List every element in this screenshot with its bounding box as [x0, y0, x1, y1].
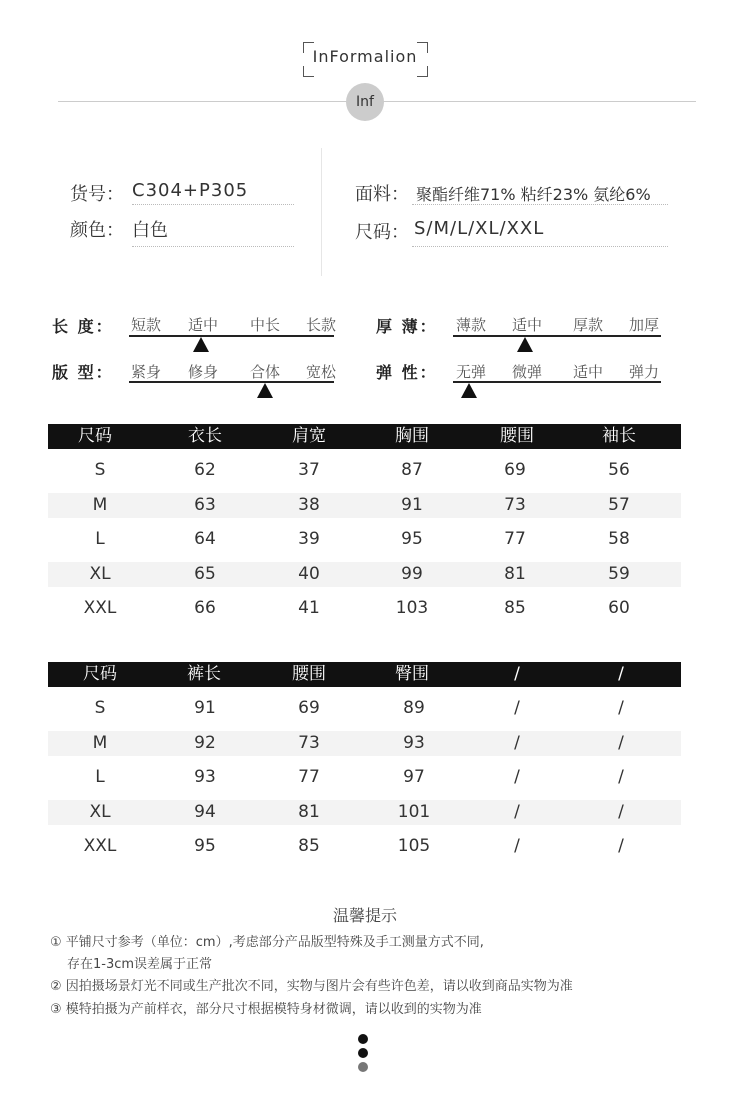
- table-cell: S: [94, 460, 106, 480]
- thickness-label: 厚 薄：: [376, 317, 438, 336]
- table-cell: 87: [401, 460, 423, 480]
- table-cell: XXL: [83, 836, 117, 856]
- table-cell: 95: [401, 529, 423, 549]
- col-header-empty-2: /: [618, 664, 624, 684]
- size-underline: [412, 246, 668, 247]
- item-no-label: 货号：: [70, 184, 124, 205]
- table-cell: XL: [89, 563, 111, 584]
- table-cell: 66: [194, 598, 216, 618]
- fabric-label: 面料：: [355, 184, 409, 205]
- table-cell: M: [92, 494, 108, 515]
- table-row: [48, 696, 681, 721]
- item-no-value: C304+P305: [132, 180, 249, 201]
- table-cell: /: [514, 836, 520, 856]
- length-option-midlong: 中长: [249, 316, 280, 334]
- col-header-size: 尺码: [83, 664, 117, 684]
- tip-line-3: ③ 模特拍摄为产前样衣，部分尺寸根据模特身材微调，请以收到的实物为准: [50, 1002, 482, 1017]
- table-cell: 63: [194, 494, 216, 515]
- table-cell: /: [618, 698, 624, 718]
- fit-scale-line: [129, 381, 334, 383]
- table-cell: 40: [298, 563, 320, 584]
- table-cell: L: [95, 767, 105, 787]
- pants-size-table: [48, 662, 681, 860]
- table-header: [48, 424, 681, 449]
- table-cell: 77: [298, 767, 320, 787]
- col-header-hip: 臀围: [395, 664, 429, 684]
- elasticity-label: 弹 性：: [376, 363, 438, 382]
- color-value: 白色: [132, 220, 168, 241]
- col-header-shoulder: 肩宽: [292, 426, 326, 446]
- table-cell: S: [94, 698, 106, 718]
- table-cell: /: [514, 801, 520, 822]
- table-cell: 103: [395, 598, 429, 618]
- tip-line-1: ① 平铺尺寸参考（单位：cm）,考虑部分产品版型特殊及手工测量方式不同,: [50, 935, 484, 950]
- thickness-option-extra: 加厚: [628, 316, 659, 334]
- table-cell: 92: [194, 732, 216, 753]
- elasticity-marker-icon: [461, 383, 477, 398]
- table-cell: L: [95, 529, 105, 549]
- table-cell: 85: [298, 836, 320, 856]
- table-cell: 37: [298, 460, 320, 480]
- fit-option-loose: 宽松: [305, 363, 336, 381]
- table-cell: 89: [403, 698, 425, 718]
- table-cell: /: [514, 767, 520, 787]
- bracket-bottom-right: [417, 66, 428, 77]
- fit-option-regular: 合体: [249, 363, 280, 381]
- table-cell: 77: [504, 529, 526, 549]
- table-cell: /: [514, 698, 520, 718]
- fit-marker-icon: [257, 383, 273, 398]
- length-scale-line: [129, 335, 334, 337]
- table-row: [48, 458, 681, 483]
- table-row: [48, 765, 681, 790]
- col-header-sleeve: 袖长: [602, 426, 636, 446]
- tip-line-1-cont: 存在1-3cm误差属于正常: [67, 957, 213, 972]
- table-cell: 105: [397, 836, 431, 856]
- table-cell: 73: [298, 732, 320, 753]
- table-cell: 69: [298, 698, 320, 718]
- table-row: [48, 800, 681, 825]
- table-cell: /: [514, 732, 520, 753]
- table-row: [48, 731, 681, 756]
- col-header-pant-length: 裤长: [187, 664, 221, 684]
- length-option-long: 长款: [305, 316, 336, 334]
- table-cell: XXL: [83, 598, 117, 618]
- table-cell: /: [618, 732, 624, 753]
- table-cell: 81: [298, 801, 320, 822]
- color-label: 颜色：: [70, 220, 124, 241]
- table-cell: /: [618, 801, 624, 822]
- info-separator: [321, 148, 322, 276]
- length-option-medium: 适中: [187, 316, 218, 334]
- thickness-marker-icon: [517, 337, 533, 352]
- more-dot-icon: [358, 1034, 368, 1044]
- table-cell: 57: [608, 494, 630, 515]
- table-cell: 93: [194, 767, 216, 787]
- table-cell: 93: [403, 732, 425, 753]
- table-cell: 56: [608, 460, 630, 480]
- bracket-bottom-left: [303, 66, 314, 77]
- table-cell: 59: [608, 563, 630, 584]
- size-label: 尺码：: [355, 222, 409, 243]
- table-cell: /: [618, 767, 624, 787]
- col-header-chest: 胸围: [395, 426, 429, 446]
- table-cell: 94: [194, 801, 216, 822]
- color-underline: [132, 246, 294, 247]
- fabric-underline: [412, 204, 668, 205]
- table-cell: 39: [298, 529, 320, 549]
- table-cell: 38: [298, 494, 320, 515]
- table-cell: XL: [89, 801, 111, 822]
- table-cell: 91: [194, 698, 216, 718]
- col-header-length: 衣长: [188, 426, 222, 446]
- table-cell: 41: [298, 598, 320, 618]
- length-label: 长 度：: [52, 317, 114, 336]
- fit-option-tight: 紧身: [130, 363, 161, 381]
- table-cell: 97: [403, 767, 425, 787]
- more-dot-icon: [358, 1062, 368, 1072]
- table-cell: 62: [194, 460, 216, 480]
- table-cell: 91: [401, 494, 423, 515]
- fit-label: 版 型：: [52, 363, 114, 382]
- elasticity-option-medium: 适中: [572, 363, 603, 381]
- fabric-value: 聚酯纤维71% 粘纤23% 氨纶6%: [416, 185, 651, 204]
- col-header-empty-1: /: [514, 664, 520, 684]
- table-header: [48, 662, 681, 687]
- table-row: [48, 834, 681, 859]
- length-option-short: 短款: [130, 316, 161, 334]
- table-cell: 73: [504, 494, 526, 515]
- tips-title: 温馨提示: [332, 906, 397, 925]
- table-cell: /: [618, 836, 624, 856]
- inf-badge: Inf: [346, 83, 384, 121]
- table-cell: 64: [194, 529, 216, 549]
- table-cell: 99: [401, 563, 423, 584]
- top-size-table: [48, 424, 681, 622]
- table-row: [48, 562, 681, 587]
- table-cell: 60: [608, 598, 630, 618]
- elasticity-option-slight: 微弹: [511, 363, 542, 381]
- table-cell: 69: [504, 460, 526, 480]
- fit-option-slim: 修身: [187, 363, 218, 381]
- table-row: [48, 527, 681, 552]
- col-header-waist: 腰围: [292, 664, 326, 684]
- table-cell: 58: [608, 529, 630, 549]
- elasticity-scale-line: [453, 381, 661, 383]
- table-cell: 65: [194, 563, 216, 584]
- col-header-size: 尺码: [78, 426, 112, 446]
- thickness-scale-line: [453, 335, 661, 337]
- item-no-underline: [132, 204, 294, 205]
- thickness-option-medium: 适中: [511, 316, 542, 334]
- table-cell: M: [92, 732, 108, 753]
- size-value: S/M/L/XL/XXL: [414, 218, 545, 239]
- page-title: InFormalion: [312, 47, 418, 66]
- table-row: [48, 596, 681, 621]
- table-cell: 95: [194, 836, 216, 856]
- col-header-waist: 腰围: [500, 426, 534, 446]
- table-cell: 101: [397, 801, 431, 822]
- table-cell: 81: [504, 563, 526, 584]
- elasticity-option-stretch: 弹力: [628, 363, 659, 381]
- table-row: [48, 493, 681, 518]
- elasticity-option-none: 无弹: [455, 363, 486, 381]
- thickness-option-thin: 薄款: [455, 316, 486, 334]
- table-cell: 85: [504, 598, 526, 618]
- more-dot-icon: [358, 1048, 368, 1058]
- tip-line-2: ② 因拍摄场景灯光不同或生产批次不同，实物与图片会有些许色差，请以收到商品实物为准: [50, 979, 573, 994]
- length-marker-icon: [193, 337, 209, 352]
- thickness-option-thick: 厚款: [572, 316, 603, 334]
